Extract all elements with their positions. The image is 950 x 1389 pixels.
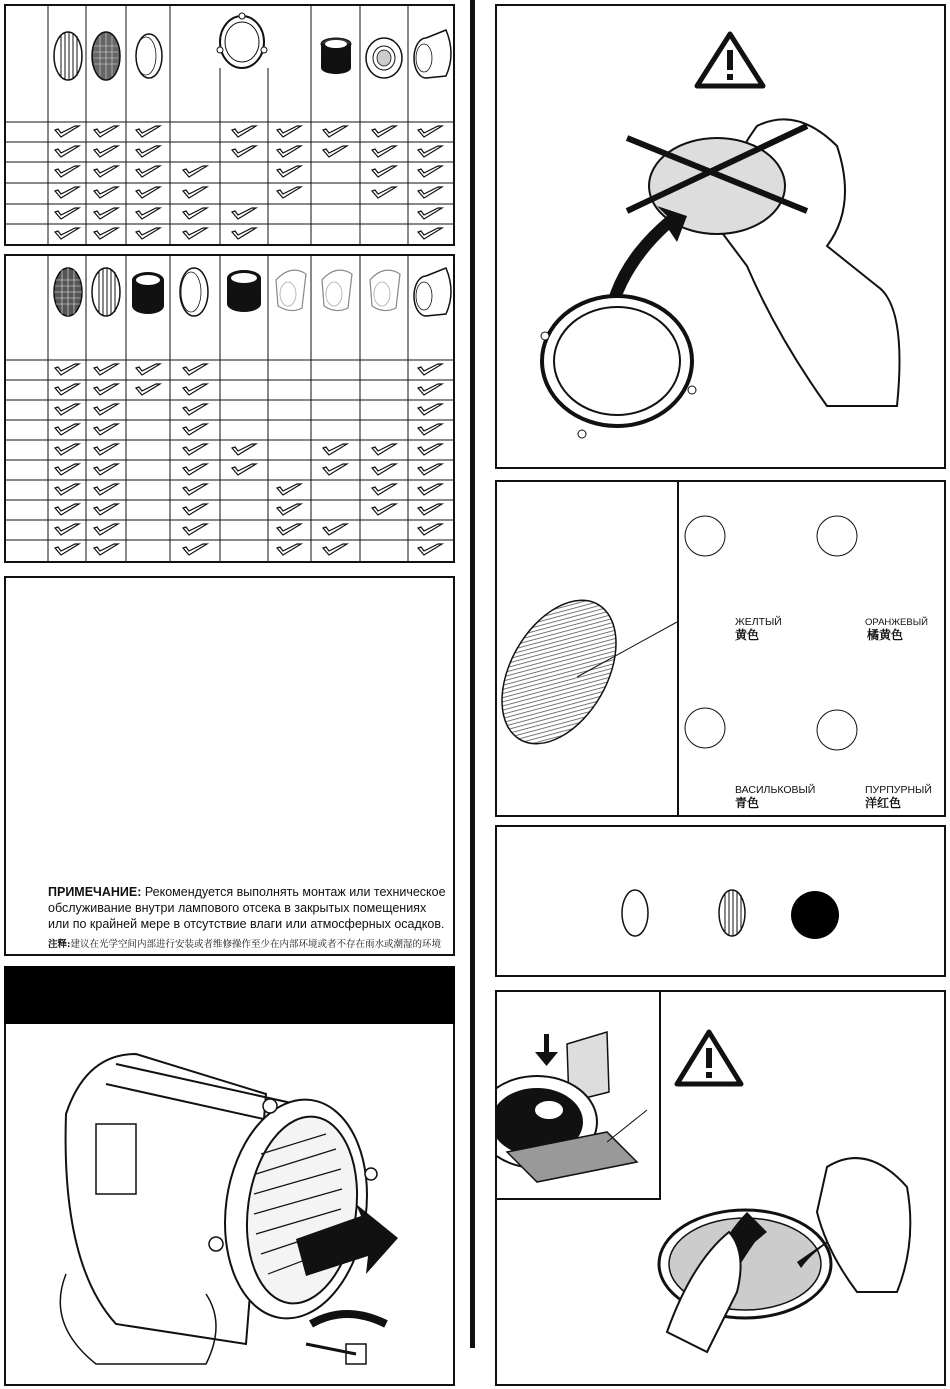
check-icon: [55, 146, 79, 157]
compatibility-table-1: [4, 4, 455, 246]
cyan-label: [735, 784, 815, 810]
check-icon: [183, 166, 207, 177]
check-icon: [136, 166, 160, 177]
check-icon: [232, 228, 256, 239]
check-icon: [372, 126, 396, 137]
warning-icon: [677, 1032, 741, 1084]
opaque-lens-icon: [791, 891, 839, 939]
check-icon: [418, 444, 442, 455]
check-icon: [94, 444, 118, 455]
check-icon: [94, 404, 118, 415]
note-cn-body: 建议在光学空间内部进行安装或者维修操作至少在内部环境或者不存在雨水或潮湿的环境: [70, 939, 442, 950]
fresnel-lens-icon: [92, 32, 120, 80]
check-icon: [418, 384, 442, 395]
check-icon: [183, 187, 207, 198]
check-icon: [277, 166, 301, 177]
prismatic-lens-icon: [719, 890, 745, 936]
check-icon: [94, 228, 118, 239]
check-icon: [136, 208, 160, 219]
yellow-ru: ЖЕЛТЫЙ: [735, 616, 782, 628]
check-icon: [323, 464, 347, 475]
gel-filter-icon: [497, 580, 640, 763]
check-icon: [323, 126, 347, 137]
lens-types-illustration: [497, 827, 944, 975]
check-icon: [183, 228, 207, 239]
check-icon: [277, 484, 301, 495]
check-icon: [183, 424, 207, 435]
check-icon: [232, 464, 256, 475]
check-icon: [183, 404, 207, 415]
warning-icon: [697, 34, 763, 86]
check-icon: [372, 444, 396, 455]
check-icon: [372, 166, 396, 177]
compatibility-table-2: [4, 254, 455, 563]
check-icon: [418, 228, 442, 239]
magenta-ru: ПУРПУРНЫЙ: [865, 784, 932, 796]
note-text-cn: [48, 936, 441, 950]
table-1-grid: [6, 6, 453, 244]
check-icon: [418, 424, 442, 435]
check-icon: [183, 504, 207, 515]
check-icon: [323, 524, 347, 535]
check-icon: [323, 146, 347, 157]
note-body: Рекомендуется выполнять монтаж или техническое обслуживание внутри лампового отсека в закрытых помещениях или по крайней мере в отсутствие влаги или атмосферных осадков.: [48, 885, 446, 931]
check-icon: [55, 126, 79, 137]
magenta-swatch: [817, 710, 857, 750]
check-icon: [418, 187, 442, 198]
check-icon: [55, 484, 79, 495]
check-icon: [418, 504, 442, 515]
lens-warning-panel: [495, 4, 946, 469]
check-icon: [323, 444, 347, 455]
cyan-cn: 青色: [735, 796, 760, 810]
check-icon: [55, 166, 79, 177]
check-icon: [94, 208, 118, 219]
check-icon: [183, 484, 207, 495]
check-icon: [55, 424, 79, 435]
check-icon: [94, 524, 118, 535]
check-icon: [94, 544, 118, 555]
check-icon: [183, 208, 207, 219]
check-icon: [183, 464, 207, 475]
check-icon: [94, 424, 118, 435]
check-icon: [94, 504, 118, 515]
wide-reflector-icon: [276, 270, 306, 310]
filter-insert-panel: [495, 990, 946, 1386]
orange-swatch: [817, 516, 857, 556]
linear-lens-icon: [92, 268, 120, 316]
medium-reflector-icon: [322, 270, 352, 310]
check-icon: [418, 166, 442, 177]
note-cn-label: 注释:: [48, 939, 71, 950]
check-icon: [94, 146, 118, 157]
clear-lens-icon: [622, 890, 648, 936]
check-icon: [94, 484, 118, 495]
check-icon: [94, 384, 118, 395]
check-icon: [418, 524, 442, 535]
lens-types-panel: [495, 825, 946, 977]
check-icon: [94, 166, 118, 177]
honeycomb-lens-icon: [54, 268, 82, 316]
anti-glare-snoot-icon: [321, 38, 351, 74]
down-arrow-icon: [535, 1034, 558, 1066]
check-icon: [418, 544, 442, 555]
color-filter-panel: [495, 480, 946, 817]
visor-hood-icon: [414, 30, 451, 78]
check-icon: [183, 384, 207, 395]
magenta-cn: 洋红色: [865, 796, 902, 810]
check-icon: [232, 146, 256, 157]
check-icon: [55, 524, 79, 535]
page-divider: [470, 0, 475, 1348]
table-2-grid: [6, 256, 453, 561]
lamp-removal-illustration: [6, 1024, 453, 1384]
orange-cn: 橘黄色: [867, 628, 904, 642]
check-icon: [136, 187, 160, 198]
magenta-label: [865, 784, 932, 810]
yellow-label: [735, 616, 782, 642]
check-icon: [55, 208, 79, 219]
check-icon: [55, 464, 79, 475]
yellow-cn: 黄色: [735, 628, 760, 642]
check-icon: [418, 364, 442, 375]
rotate-arrow-icon: [311, 1314, 386, 1324]
orange-ru: ОРАНЖЕВЫЙ: [865, 617, 928, 628]
cyan-ru: ВАСИЛЬКОВЫЙ: [735, 784, 816, 796]
check-icon: [183, 524, 207, 535]
check-icon: [277, 126, 301, 137]
check-icon: [277, 544, 301, 555]
check-icon: [55, 544, 79, 555]
orange-label: [865, 616, 928, 642]
check-icon: [232, 126, 256, 137]
check-icon: [55, 187, 79, 198]
check-icon: [183, 544, 207, 555]
color-filter-illustration: [497, 482, 944, 815]
check-icon: [55, 444, 79, 455]
clear-lens-icon: [180, 268, 208, 316]
check-icon: [94, 364, 118, 375]
check-icon: [372, 187, 396, 198]
check-icon: [372, 146, 396, 157]
cyan-swatch: [685, 708, 725, 748]
check-icon: [277, 524, 301, 535]
check-icon: [94, 464, 118, 475]
lens-warning-illustration: [497, 6, 944, 467]
check-icon: [55, 228, 79, 239]
check-icon: [136, 384, 160, 395]
check-icon: [277, 187, 301, 198]
check-icon: [372, 504, 396, 515]
prismatic-lens-icon: [54, 32, 82, 80]
check-icon: [277, 146, 301, 157]
front-ring-frame-icon: [217, 13, 268, 74]
section-banner: [4, 966, 455, 1026]
check-icon: [183, 444, 207, 455]
check-icon: [372, 484, 396, 495]
check-icon: [183, 364, 207, 375]
check-icon: [418, 404, 442, 415]
check-icon: [55, 364, 79, 375]
short-snoot-icon: [132, 272, 164, 314]
check-icon: [418, 146, 442, 157]
check-icon: [55, 504, 79, 515]
check-icon: [418, 464, 442, 475]
filter-insert-illustration: [497, 992, 944, 1384]
check-icon: [55, 404, 79, 415]
check-icon: [372, 464, 396, 475]
louver-grid-icon: [366, 38, 402, 78]
lamp-removal-panel: [4, 1024, 455, 1386]
check-icon: [94, 126, 118, 137]
clear-glass-lens-icon: [136, 34, 162, 78]
check-icon: [136, 126, 160, 137]
visor-hood-icon: [414, 268, 451, 316]
check-icon: [94, 187, 118, 198]
check-icon: [323, 544, 347, 555]
tall-snoot-icon: [227, 270, 261, 312]
check-icon: [136, 364, 160, 375]
check-icon: [232, 444, 256, 455]
note-text: [48, 884, 448, 932]
check-icon: [136, 228, 160, 239]
note-label: ПРИМЕЧАНИЕ:: [48, 885, 142, 899]
check-icon: [55, 384, 79, 395]
check-icon: [277, 504, 301, 515]
check-icon: [232, 208, 256, 219]
check-icon: [418, 484, 442, 495]
yellow-swatch: [685, 516, 725, 556]
check-icon: [136, 146, 160, 157]
check-icon: [418, 208, 442, 219]
check-icon: [418, 126, 442, 137]
narrow-reflector-icon: [370, 270, 400, 310]
